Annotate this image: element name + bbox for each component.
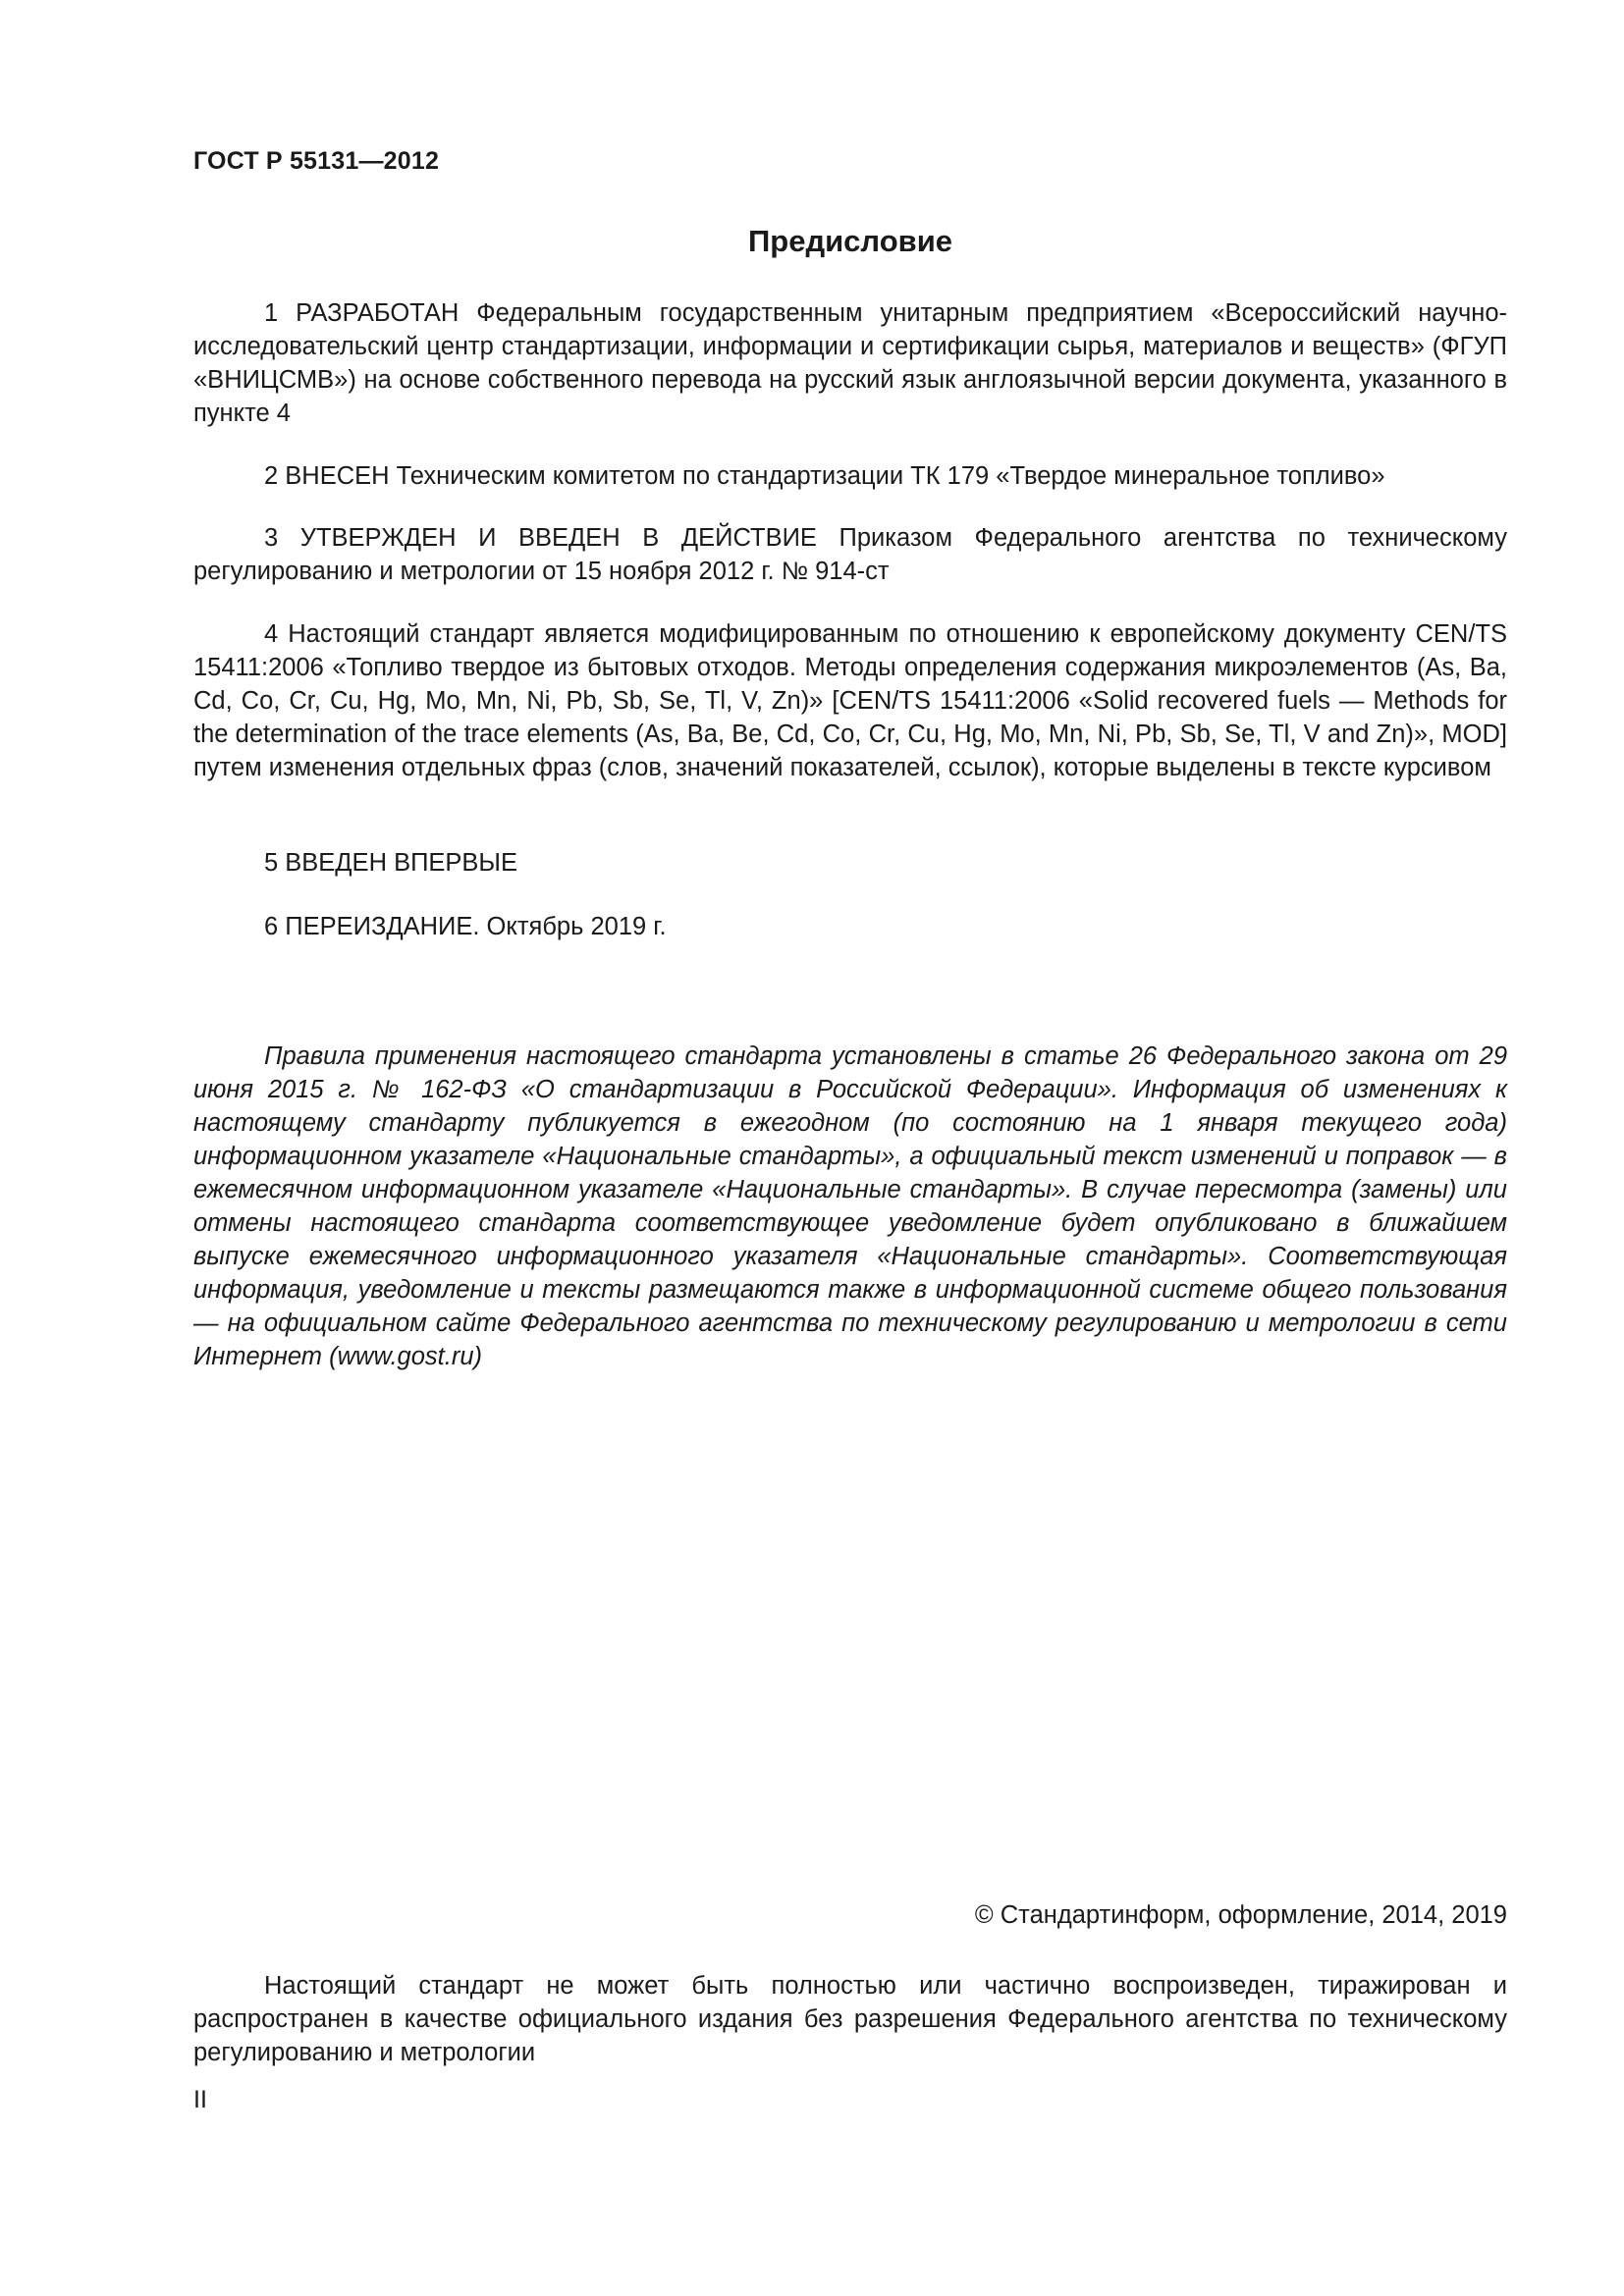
preface-item-3: 3 УТВЕРЖДЕН И ВВЕДЕН В ДЕЙСТВИЕ Приказом Федерального агентства по техническому регулированию и метрологии от 15 ноября 2012 г. № 914-ст [193, 524, 1507, 585]
preface-item-4: 4 Настоящий стандарт является модифицированным по отношению к европейскому документу CEN/TS 15411:2006 «Топливо твердое из бытовых отходов. Методы определения содержания микроэлементов (As, Ba, Cd, Co, Cr, Cu, Hg, Mo, Mn, Ni, Pb, Sb, Se, Tl, V, Zn)» [CEN/TS 15411:2006 «Solid recovered fuels — Methods for the determination of the trace elements (As, Ba, Be, Cd, Co, Cr, Cu, Hg, Mo, Mn, Ni, Pb, Sb, Se, Tl, V and Zn)», MOD] путем изменения отдельных фраз (слов, значений показателей, ссылок), которые выделены в тексте курсивом [193, 620, 1507, 781]
page-title: Предисловие [747, 224, 952, 258]
preface-item-2: 2 ВНЕСЕН Техническим комитетом по стандартизации ТК 179 «Твердое минеральное топливо» [264, 462, 1385, 490]
preface-item-5: 5 ВВЕДЕН ВПЕРВЫЕ [264, 849, 518, 877]
copyright-line: © Стандартинформ, оформление, 2014, 2019 [974, 1901, 1507, 1929]
document-code: ГОСТ Р 55131—2012 [193, 147, 440, 175]
page-number: II [193, 2086, 207, 2113]
rules-notice: Правила применения настоящего стандарта установлены в статье 26 Федерального закона от 29 июня 2015 г. № 162-ФЗ «О стандартизации в Российской Федерации». Информация об изменениях к настоящему стандарту публикуется в ежегодном (по состоянию на 1 января текущего года) информационном указателе «Национальные стандарты», а официальный текст изменений и поправок — в ежемесячном информационном указателе «Национальные стандарты». В случае пересмотра (замены) или отмены настоящего стандарта соответствующее уведомление будет опубликовано в ближайшем выпуске ежемесячного информационного указателя «Национальные стандарты». Соответствующая информация, уведомление и тексты размещаются также в информационной системе общего пользования — на официальном сайте Федерального агентства по техническому регулированию и метрологии в сети Интернет (www.gost.ru) [193, 1042, 1507, 1370]
preface-item-1: 1 РАЗРАБОТАН Федеральным государственным унитарным предприятием «Всероссийский научно-исследовательский центр стандартизации, информации и сертификации сырья, материалов и веществ» (ФГУП «ВНИЦСМВ») на основе собственного перевода на русский язык англоязычной версии документа, указанного в пункте 4 [193, 299, 1507, 427]
reproduction-notice: Настоящий стандарт не может быть полностью или частично воспроизведен, тиражирован и распространен в качестве официального издания без разрешения Федерального агентства по техническому регулированию и метрологии [193, 1972, 1507, 2066]
preface-item-6: 6 ПЕРЕИЗДАНИЕ. Октябрь 2019 г. [264, 913, 667, 940]
